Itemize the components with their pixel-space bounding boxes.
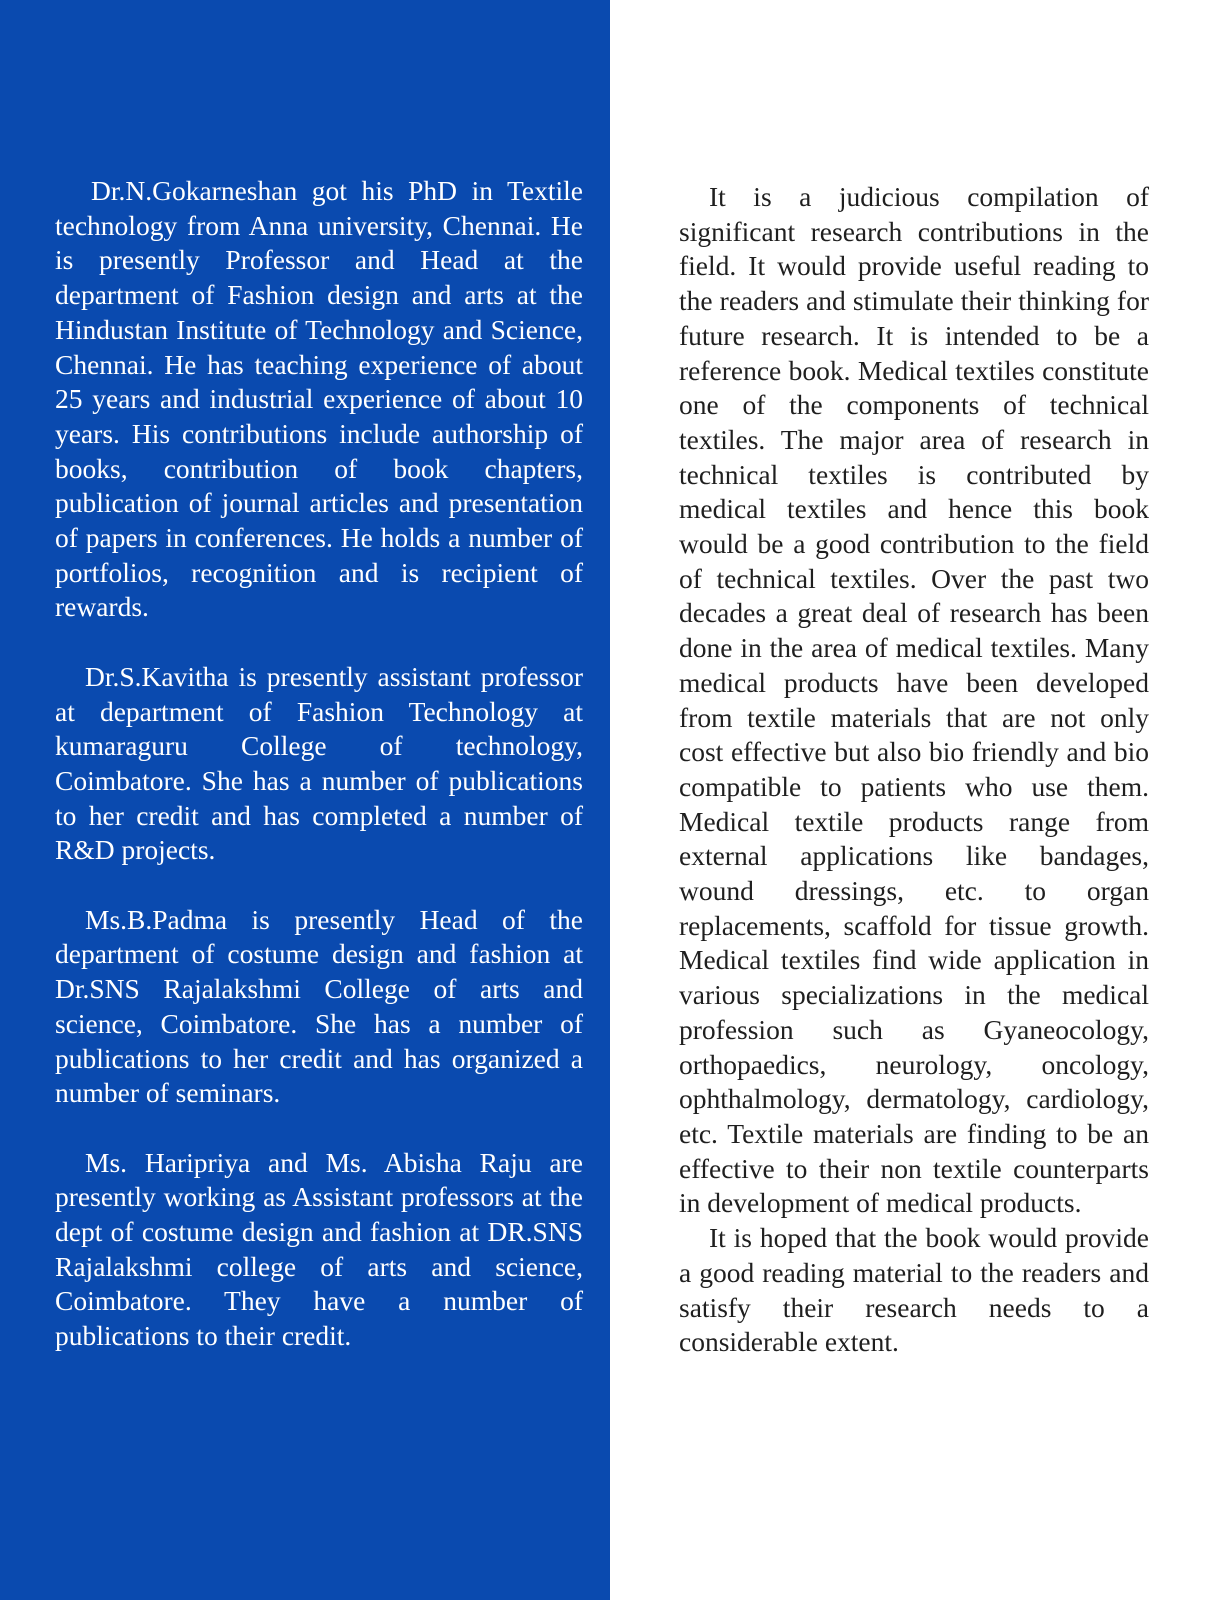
bio-padma: Ms.B.Padma is presently Head of the department of costume design and fashion at Dr.SNS Rajalakshmi College of arts and science, Coimbatore. She has a number of publications to her credit and has organized a number of seminars. [55,903,583,1109]
book-description [679,180,1149,1360]
description-paragraph-closing: It is hoped that the book would provide a good reading material to the readers and satisfy their research needs to a considerable extent. [679,1222,1149,1358]
bio-kavitha: Dr.S.Kavitha is presently assistant professor at department of Fashion Technology at kumaraguru College of technology, Coimbatore. She has a number of publications to her credit and has completed a number of R&D projects. [55,660,583,866]
bio-haripriya-abisha: Ms. Haripriya and Ms. Abisha Raju are presently working as Assistant professors at the dept of costume design and fashion at DR.SNS Rajalakshmi college of arts and science, Coimbatore. They have a number of publications to their credit. [55,1146,583,1352]
author-bios [55,174,583,1389]
bio-gokarneshan: Dr.N.Gokarneshan got his PhD in Textile technology from Anna university, Chennai. He is presently Professor and Head at the department of Fashion design and arts at the Hindustan Institute of Technology and Science, Chennai. He has teaching experience of about 25 years and industrial experience of about 10 years. His contributions include authorship of books, contribution of book chapters, publication of journal articles and presentation of papers in conferences. He holds a number of portfolios, recognition and is recipient of rewards. [55,175,583,623]
description-paragraph-main: It is a judicious compilation of significant research contributions in the field. It would provide useful reading to the readers and stimulate their thinking for future research. It is intended to be a reference book. Medical textiles constitute one of the components of technical textiles. The major area of research in technical textiles is contributed by medical textiles and hence this book would be a good contribution to the field of technical textiles. Over the past two decades a great deal of research has been done in the area of medical textiles. Many medical products have been developed from textile materials that are not only cost effective but also bio friendly and bio compatible to patients who use them. Medical textile products range from external applications like bandages, wound dressings, etc. to organ replacements, scaffold for tissue growth. Medical textiles find wide application in various specializations in the medical profession such as Gyaneocology, orthopaedics, neurology, oncology, ophthalmology, dermatology, cardiology, etc. Textile materials are finding to be an effective to their non textile counterparts in development of medical products. [679,181,1149,1219]
